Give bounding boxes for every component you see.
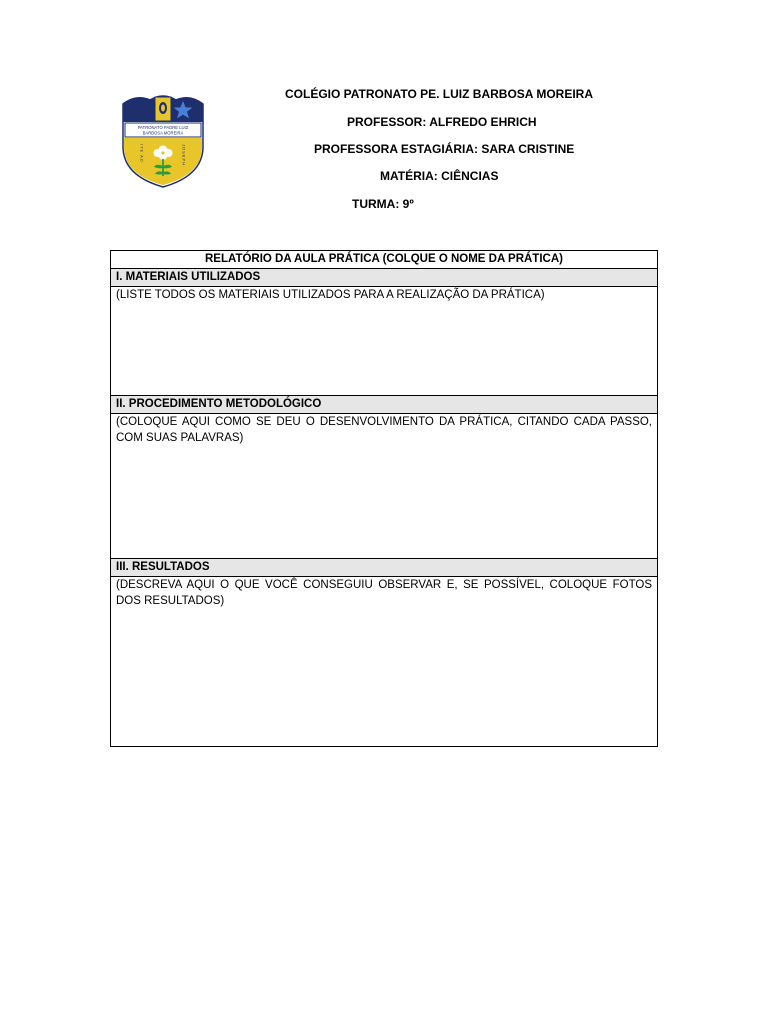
section-body-materials[interactable] bbox=[111, 287, 658, 396]
crest-text-line1: PATRONATO PADRE LUIZ bbox=[137, 125, 189, 130]
report-title: RELATÓRIO DA AULA PRÁTICA (COLQUE O NOME DA PRÁTICA) bbox=[111, 251, 658, 269]
section-body-procedure[interactable] bbox=[111, 414, 658, 559]
school-name: COLÉGIO PATRONATO PE. LUIZ BARBOSA MOREIRA bbox=[285, 87, 594, 101]
section-heading-procedure: II. PROCEDIMENTO METODOLÓGICO bbox=[111, 396, 658, 414]
class-line: TURMA: 9º bbox=[352, 197, 414, 211]
section-instructions-materials: (LISTE TODOS OS MATERIAIS UTILIZADOS PARA A REALIZAÇÃO DA PRÁTICA) bbox=[116, 289, 545, 301]
intern-line: PROFESSORA ESTAGIÁRIA: SARA CRISTINE bbox=[314, 142, 575, 156]
crest-right-motto: JOSEPH bbox=[181, 144, 187, 167]
section-heading-materials: I. MATERIAIS UTILIZADOS bbox=[111, 269, 658, 287]
section-instructions-results: (DESCREVA AQUI O QUE VOCÊ CONSEGUIU OBSERVAR E, SE POSSÍVEL, COLOQUE FOTOS DOS RESULTADOS) bbox=[116, 579, 652, 607]
section-body-results[interactable] bbox=[111, 577, 658, 747]
section-heading-results: III. RESULTADOS bbox=[111, 559, 658, 577]
crest-text-line2: BARBOSA MOREIRA bbox=[142, 130, 184, 136]
school-crest-logo bbox=[120, 92, 206, 188]
professor-line: PROFESSOR: ALFREDO EHRICH bbox=[347, 115, 537, 129]
section-instructions-procedure: (COLOQUE AQUI COMO SE DEU O DESENVOLVIMENTO DA PRÁTICA, CITANDO CADA PASSO, COM SUAS PALAVRAS) bbox=[116, 416, 652, 444]
crest-left-motto: ITE AD bbox=[139, 144, 145, 163]
report-form bbox=[110, 250, 658, 747]
subject-line: MATÉRIA: CIÊNCIAS bbox=[380, 169, 499, 183]
